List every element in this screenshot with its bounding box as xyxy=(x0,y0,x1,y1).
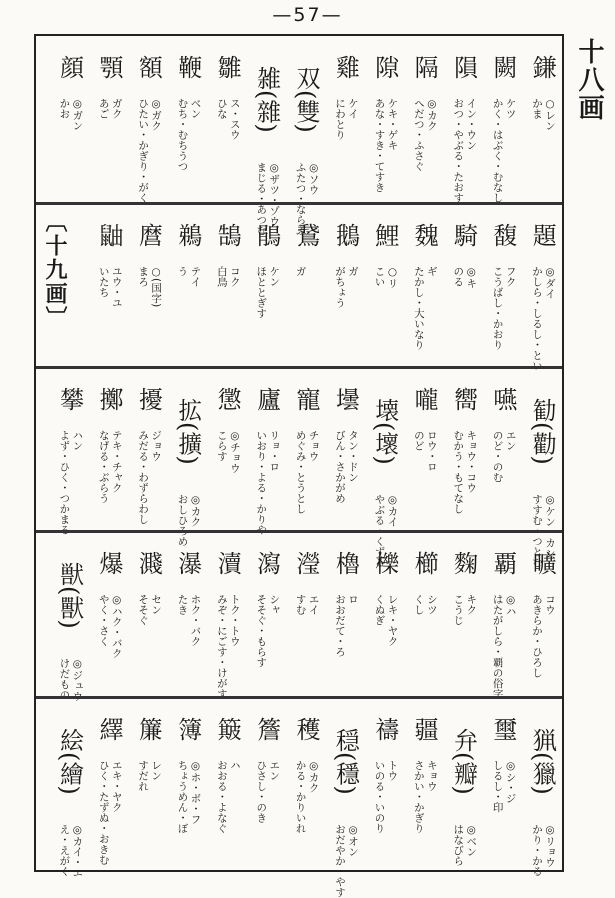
kun-reading: かる・かりいれ xyxy=(294,760,307,834)
on-reading: チョウ xyxy=(307,430,320,462)
headword: 璽 xyxy=(488,717,517,741)
kun-reading: やく・さく xyxy=(97,594,110,647)
headword: 覇 xyxy=(488,551,517,575)
on-reading: ◎キ xyxy=(465,266,478,289)
on-reading: ◎カイ xyxy=(386,494,399,527)
kanji-entry xyxy=(207,698,246,870)
headword: 瀑 xyxy=(173,551,202,575)
kun-reading: がちょう xyxy=(334,266,347,308)
headword: 瀅 xyxy=(291,551,320,575)
on-reading: フク xyxy=(504,266,517,287)
kanji-entry xyxy=(444,368,483,530)
entry-band xyxy=(36,204,562,371)
kun-reading: ひさし・のき xyxy=(255,760,268,823)
headword: 嚨 xyxy=(410,387,439,411)
headword: 隔 xyxy=(410,55,439,79)
on-reading: エキ・ヤク xyxy=(110,760,123,813)
headword: 鎌 xyxy=(528,55,557,79)
on-reading: ◎ダイ xyxy=(544,266,556,299)
kanji-entry xyxy=(523,698,562,877)
headword: 鞭 xyxy=(173,55,202,79)
kun-reading: 白鳥 xyxy=(215,266,228,287)
on-reading: トク・トウ xyxy=(228,594,241,647)
headword: 瀉 xyxy=(252,551,281,575)
headword: 簾 xyxy=(134,717,163,741)
on-reading: ◎ケン・カン xyxy=(544,494,556,559)
kanji-entry xyxy=(168,698,207,870)
kun-reading: さかい・かぎり xyxy=(412,760,425,834)
on-reading: ホク・バク xyxy=(189,594,202,647)
kanji-entry xyxy=(286,36,325,236)
kun-reading: あご xyxy=(97,98,110,119)
page-number: —57— xyxy=(272,4,343,26)
kanji-entry xyxy=(129,698,168,870)
headword: 廬 xyxy=(252,387,281,411)
kanji-entry xyxy=(404,532,443,696)
kun-reading: みだる・わずらわし xyxy=(137,430,150,525)
kun-reading: すむ xyxy=(294,594,307,615)
headword: 嚮 xyxy=(449,387,478,411)
kun-reading: すすむ・つとむ xyxy=(531,494,543,568)
kun-reading: にわとり xyxy=(334,98,347,140)
kanji-entry xyxy=(168,368,207,547)
headword: 鵠 xyxy=(213,223,242,247)
kanji-entry xyxy=(50,698,89,878)
headword: 絵(繪) xyxy=(55,727,84,795)
on-reading: ハン xyxy=(71,430,84,451)
kanji-entry xyxy=(483,36,522,202)
kanji-entry xyxy=(247,532,286,696)
kun-reading: すだれ xyxy=(137,760,150,792)
kanji-entry xyxy=(483,532,522,699)
headword: 額 xyxy=(134,55,163,79)
kanji-entry xyxy=(286,532,325,696)
kanji-entry xyxy=(129,204,168,366)
kun-reading: ひく・たずぬ・おきむ xyxy=(97,760,110,865)
kanji-entry xyxy=(365,368,404,568)
kun-reading: こい xyxy=(373,266,386,287)
kanji-entry xyxy=(247,204,286,366)
on-reading: ガ xyxy=(347,266,360,277)
kanji-entry xyxy=(444,698,483,870)
kanji-entry xyxy=(523,368,562,568)
kun-reading: かしら・しるし・とい xyxy=(531,266,543,371)
on-reading: ベン xyxy=(189,98,202,119)
kanji-entry xyxy=(444,532,483,696)
on-reading: ◎ソウ xyxy=(307,162,320,195)
kanji-entry xyxy=(365,698,404,870)
headword: 騎 xyxy=(449,223,478,247)
on-reading: ロウ・ロ xyxy=(425,430,438,472)
kun-reading: へだつ・ふさぐ xyxy=(412,98,425,172)
headword: 櫛 xyxy=(410,551,439,575)
kanji-entry xyxy=(523,36,562,202)
headword: 壊(壞) xyxy=(370,397,399,465)
kun-reading: まろ xyxy=(137,266,150,287)
headword: 擲 xyxy=(95,387,123,411)
kanji-entry xyxy=(286,698,325,870)
kanji-entry xyxy=(404,698,443,870)
on-reading: コウ xyxy=(544,594,556,615)
kun-reading: のる xyxy=(452,266,465,287)
on-reading: ユウ・ユ xyxy=(110,266,123,308)
on-reading: タン・ドン xyxy=(347,430,360,483)
kanji-entry xyxy=(50,36,89,202)
headword: 寵 xyxy=(291,387,320,411)
on-reading: ○(国字) xyxy=(150,266,163,308)
kun-reading: ひな xyxy=(215,98,228,119)
on-reading: ケキ・ゲキ xyxy=(386,98,399,151)
kanji-entry xyxy=(326,532,365,696)
on-reading: ◎ガク xyxy=(150,98,163,131)
on-reading: シツ xyxy=(425,594,438,615)
kanji-entry xyxy=(168,204,207,366)
kun-reading: ふたつ・ならぶ xyxy=(294,162,307,236)
kun-reading: こらす xyxy=(215,430,228,462)
headword: 雛 xyxy=(213,55,242,79)
kanji-entry xyxy=(247,36,286,236)
kun-reading: ガ xyxy=(294,266,307,277)
headword: 鵝 xyxy=(331,223,360,247)
kanji-entry xyxy=(444,36,483,202)
on-reading: レン xyxy=(150,760,163,781)
headword: 拡(擴) xyxy=(173,397,202,465)
kanji-entry xyxy=(89,204,128,366)
kanji-entry xyxy=(365,532,404,696)
kun-reading: そそぐ xyxy=(137,594,150,626)
kanji-entry xyxy=(89,36,128,202)
kun-reading: はたがしら・覇の俗字 xyxy=(491,594,504,699)
on-reading: ◎カク xyxy=(307,760,320,793)
kun-reading: そそぐ・もらす xyxy=(255,594,268,668)
kun-reading: こうじ xyxy=(452,594,465,626)
kun-reading: ひたい・かぎり・がく xyxy=(137,98,150,203)
headword: 隕 xyxy=(449,55,478,79)
headword: 繹 xyxy=(95,717,123,741)
on-reading: ケイ xyxy=(347,98,360,119)
kanji-entry xyxy=(404,368,443,530)
headword: 嚥 xyxy=(488,387,517,411)
entry-band xyxy=(36,36,562,236)
headword: 擾 xyxy=(134,387,163,411)
section-label: 十八画 xyxy=(574,38,604,122)
kun-reading: ほととぎす xyxy=(255,266,268,319)
kun-reading: びん・さかがめ xyxy=(334,430,347,504)
kun-reading: かく・はぶく・むなし xyxy=(491,98,504,203)
kun-reading: なげる・ぶらう xyxy=(97,430,110,504)
headword: 瀆 xyxy=(213,551,242,575)
kanji-entry xyxy=(365,204,404,366)
on-reading: セン xyxy=(150,594,163,615)
on-reading: ロ xyxy=(347,594,360,605)
headword: 勧(勸) xyxy=(528,397,557,465)
headword: 疆 xyxy=(410,717,439,741)
on-reading: シャ xyxy=(268,594,281,615)
on-reading: エイ xyxy=(307,594,320,615)
kun-reading: おおだて・ろ xyxy=(334,594,347,657)
headword: 猟(獵) xyxy=(528,727,557,795)
on-reading: ◎ハク・バク xyxy=(110,594,123,659)
headword: 鵞 xyxy=(291,223,320,247)
on-reading: ◎シ・ジ xyxy=(504,760,517,804)
kun-reading: むち・むちうつ xyxy=(176,98,189,172)
kanji-entry xyxy=(326,36,365,202)
kanji-entry xyxy=(404,36,443,202)
on-reading: ◎オン xyxy=(347,824,360,857)
kanji-entry xyxy=(523,532,562,696)
kanji-entry xyxy=(247,368,286,535)
kanji-entry xyxy=(247,698,286,870)
kanji-table xyxy=(34,34,564,898)
headword: 濺 xyxy=(134,551,163,575)
on-reading: キク xyxy=(465,594,478,615)
on-reading: リョ・ロ xyxy=(268,430,281,472)
on-reading: ◎カイ・エ xyxy=(71,824,84,878)
entry-band xyxy=(36,368,562,568)
kanji-entry xyxy=(129,532,168,696)
kanji-entry xyxy=(326,368,365,530)
headword: 顎 xyxy=(95,55,123,79)
kanji-entry xyxy=(483,368,522,530)
on-reading: ◎ホ・ボ・フ xyxy=(189,760,202,825)
kun-reading: おしひろめ xyxy=(176,494,189,547)
headword: 鵑 xyxy=(252,223,281,247)
on-reading: ◎リョウ xyxy=(544,824,556,868)
on-reading: ◎カク xyxy=(189,494,202,527)
on-reading: テイ xyxy=(189,266,202,287)
on-reading: ギ xyxy=(425,266,438,277)
on-reading: ○リ xyxy=(386,266,399,289)
headword: 簷 xyxy=(252,717,281,741)
on-reading: エン xyxy=(504,430,517,451)
kanji-entry xyxy=(365,36,404,202)
on-reading: キョウ・コウ xyxy=(465,430,478,493)
headword: 櫟 xyxy=(370,551,399,575)
kun-reading: くぬぎ xyxy=(373,594,386,626)
kanji-entry xyxy=(50,368,89,535)
kanji-entry xyxy=(207,204,246,366)
kanji-entry xyxy=(89,698,128,870)
kanji-entry xyxy=(168,532,207,696)
kun-reading: あな・すき・てすき xyxy=(373,98,386,193)
kun-reading: いのる・いのり xyxy=(373,760,386,834)
kanji-entry xyxy=(129,36,168,202)
kanji-entry xyxy=(50,532,89,702)
headword: 顔 xyxy=(55,55,84,79)
kun-reading: むかう・もてなし xyxy=(452,430,465,514)
kun-reading: いたち xyxy=(97,266,110,298)
headword: 闕 xyxy=(488,55,517,79)
kun-reading: のど・のむ xyxy=(491,430,504,483)
on-reading: ハ xyxy=(228,760,241,771)
on-reading: ◎ジュウ xyxy=(71,658,84,702)
kun-reading: いおり・よる・かりや xyxy=(255,430,268,535)
on-reading: ガク xyxy=(110,98,123,119)
on-reading: キョウ xyxy=(425,760,438,792)
kanji-entry xyxy=(483,698,522,870)
kun-reading: けだもの xyxy=(58,658,71,700)
kun-reading: めぐみ・とうとし xyxy=(294,430,307,514)
kun-reading: しるし・印 xyxy=(491,760,504,813)
kun-reading: はなびら xyxy=(452,824,465,866)
on-reading: トウ xyxy=(386,760,399,781)
on-reading: ス・スウ xyxy=(228,98,241,140)
kanji-entry xyxy=(404,204,443,366)
entry-band xyxy=(36,532,562,702)
kun-reading: おおる・よなぐ xyxy=(215,760,228,834)
headword: 麿 xyxy=(134,223,163,247)
on-reading: ◎ザツ・ゾウ xyxy=(268,162,281,227)
kun-reading: やぶる・くずる xyxy=(373,494,386,568)
kanji-entry xyxy=(207,36,246,202)
kanji-entry xyxy=(286,204,325,366)
kanji-entry xyxy=(286,368,325,530)
kun-reading: よず・ひく・つかまる xyxy=(58,430,71,535)
on-reading: ◎ハ xyxy=(504,594,517,617)
on-reading: ○レン xyxy=(544,98,556,131)
kun-reading: おつ・やぶる・たおす xyxy=(452,98,465,203)
kun-reading: みぞ・にごす・けがす xyxy=(215,594,228,699)
on-reading: レキ・ヤク xyxy=(386,594,399,647)
headword: 雞 xyxy=(331,55,360,79)
headword: 爆 xyxy=(95,551,123,575)
headword: 魏 xyxy=(410,223,439,247)
kun-reading: こうばし・かおり xyxy=(491,266,504,350)
kun-reading: あきらか・ひろし xyxy=(531,594,543,678)
kanji-entry xyxy=(89,532,128,696)
on-reading: ◎カク xyxy=(425,98,438,131)
kun-reading: くし xyxy=(412,594,425,615)
kanji-entry xyxy=(207,532,246,699)
kun-reading: かま xyxy=(531,98,543,119)
headword: 麴 xyxy=(449,551,478,575)
kun-reading: のど xyxy=(412,430,425,451)
kanji-entry xyxy=(326,698,365,898)
kun-reading: う xyxy=(176,266,189,277)
headword: 壜 xyxy=(331,387,360,411)
kanji-entry xyxy=(326,204,365,366)
kun-reading: まじる・あつむ xyxy=(255,162,268,236)
headword: 馥 xyxy=(488,223,517,247)
headword: 鯉 xyxy=(370,223,399,247)
headword: 懲 xyxy=(213,387,242,411)
kun-reading: かお xyxy=(58,98,71,119)
headword: 獣(獸) xyxy=(55,561,84,629)
kanji-entry xyxy=(483,204,522,366)
headword: 雑(雜) xyxy=(252,65,281,133)
headword: 攀 xyxy=(55,387,84,411)
on-reading: ◎ガン xyxy=(71,98,84,131)
nineteen-stroke-section-marker: 〔十九画〕 xyxy=(42,210,68,330)
kanji-entry xyxy=(523,204,562,371)
kanji-entry xyxy=(89,368,128,530)
on-reading: ジョウ xyxy=(150,430,163,462)
entry-band xyxy=(36,698,562,898)
on-reading: ◎チョウ xyxy=(228,430,241,474)
headword: 禱 xyxy=(370,717,399,741)
headword: 簿 xyxy=(173,717,202,741)
headword: 鵜 xyxy=(173,223,202,247)
headword: 鼬 xyxy=(95,223,123,247)
on-reading: コク xyxy=(228,266,241,287)
kun-reading: かり・かる xyxy=(531,824,543,877)
kanji-entry xyxy=(444,204,483,366)
headword: 曠 xyxy=(528,551,557,575)
headword: 題 xyxy=(528,223,557,247)
on-reading: ◎ベン xyxy=(465,824,478,857)
headword: 穏(穩) xyxy=(331,727,360,795)
headword: 隙 xyxy=(370,55,399,79)
headword: 双(雙) xyxy=(291,65,320,133)
headword: 穫 xyxy=(291,717,320,741)
kanji-entry xyxy=(129,368,168,530)
on-reading: エン xyxy=(268,760,281,781)
kun-reading: たかし・大いなり xyxy=(412,266,425,350)
kun-reading: たき xyxy=(176,594,189,615)
headword: 簸 xyxy=(213,717,242,741)
headword: 櫓 xyxy=(331,551,360,575)
headword: 弁(瓣) xyxy=(449,727,478,795)
kun-reading: おだやか・やす xyxy=(334,824,347,898)
kanji-entry xyxy=(168,36,207,202)
on-reading: ケツ xyxy=(504,98,517,119)
kun-reading: ちょうめん・ぼ xyxy=(176,760,189,834)
kanji-entry xyxy=(207,368,246,530)
on-reading: イン・ウン xyxy=(465,98,478,151)
on-reading: ケン xyxy=(268,266,281,287)
kun-reading: え・えがく xyxy=(58,824,71,877)
on-reading: テキ・チャク xyxy=(110,430,123,493)
